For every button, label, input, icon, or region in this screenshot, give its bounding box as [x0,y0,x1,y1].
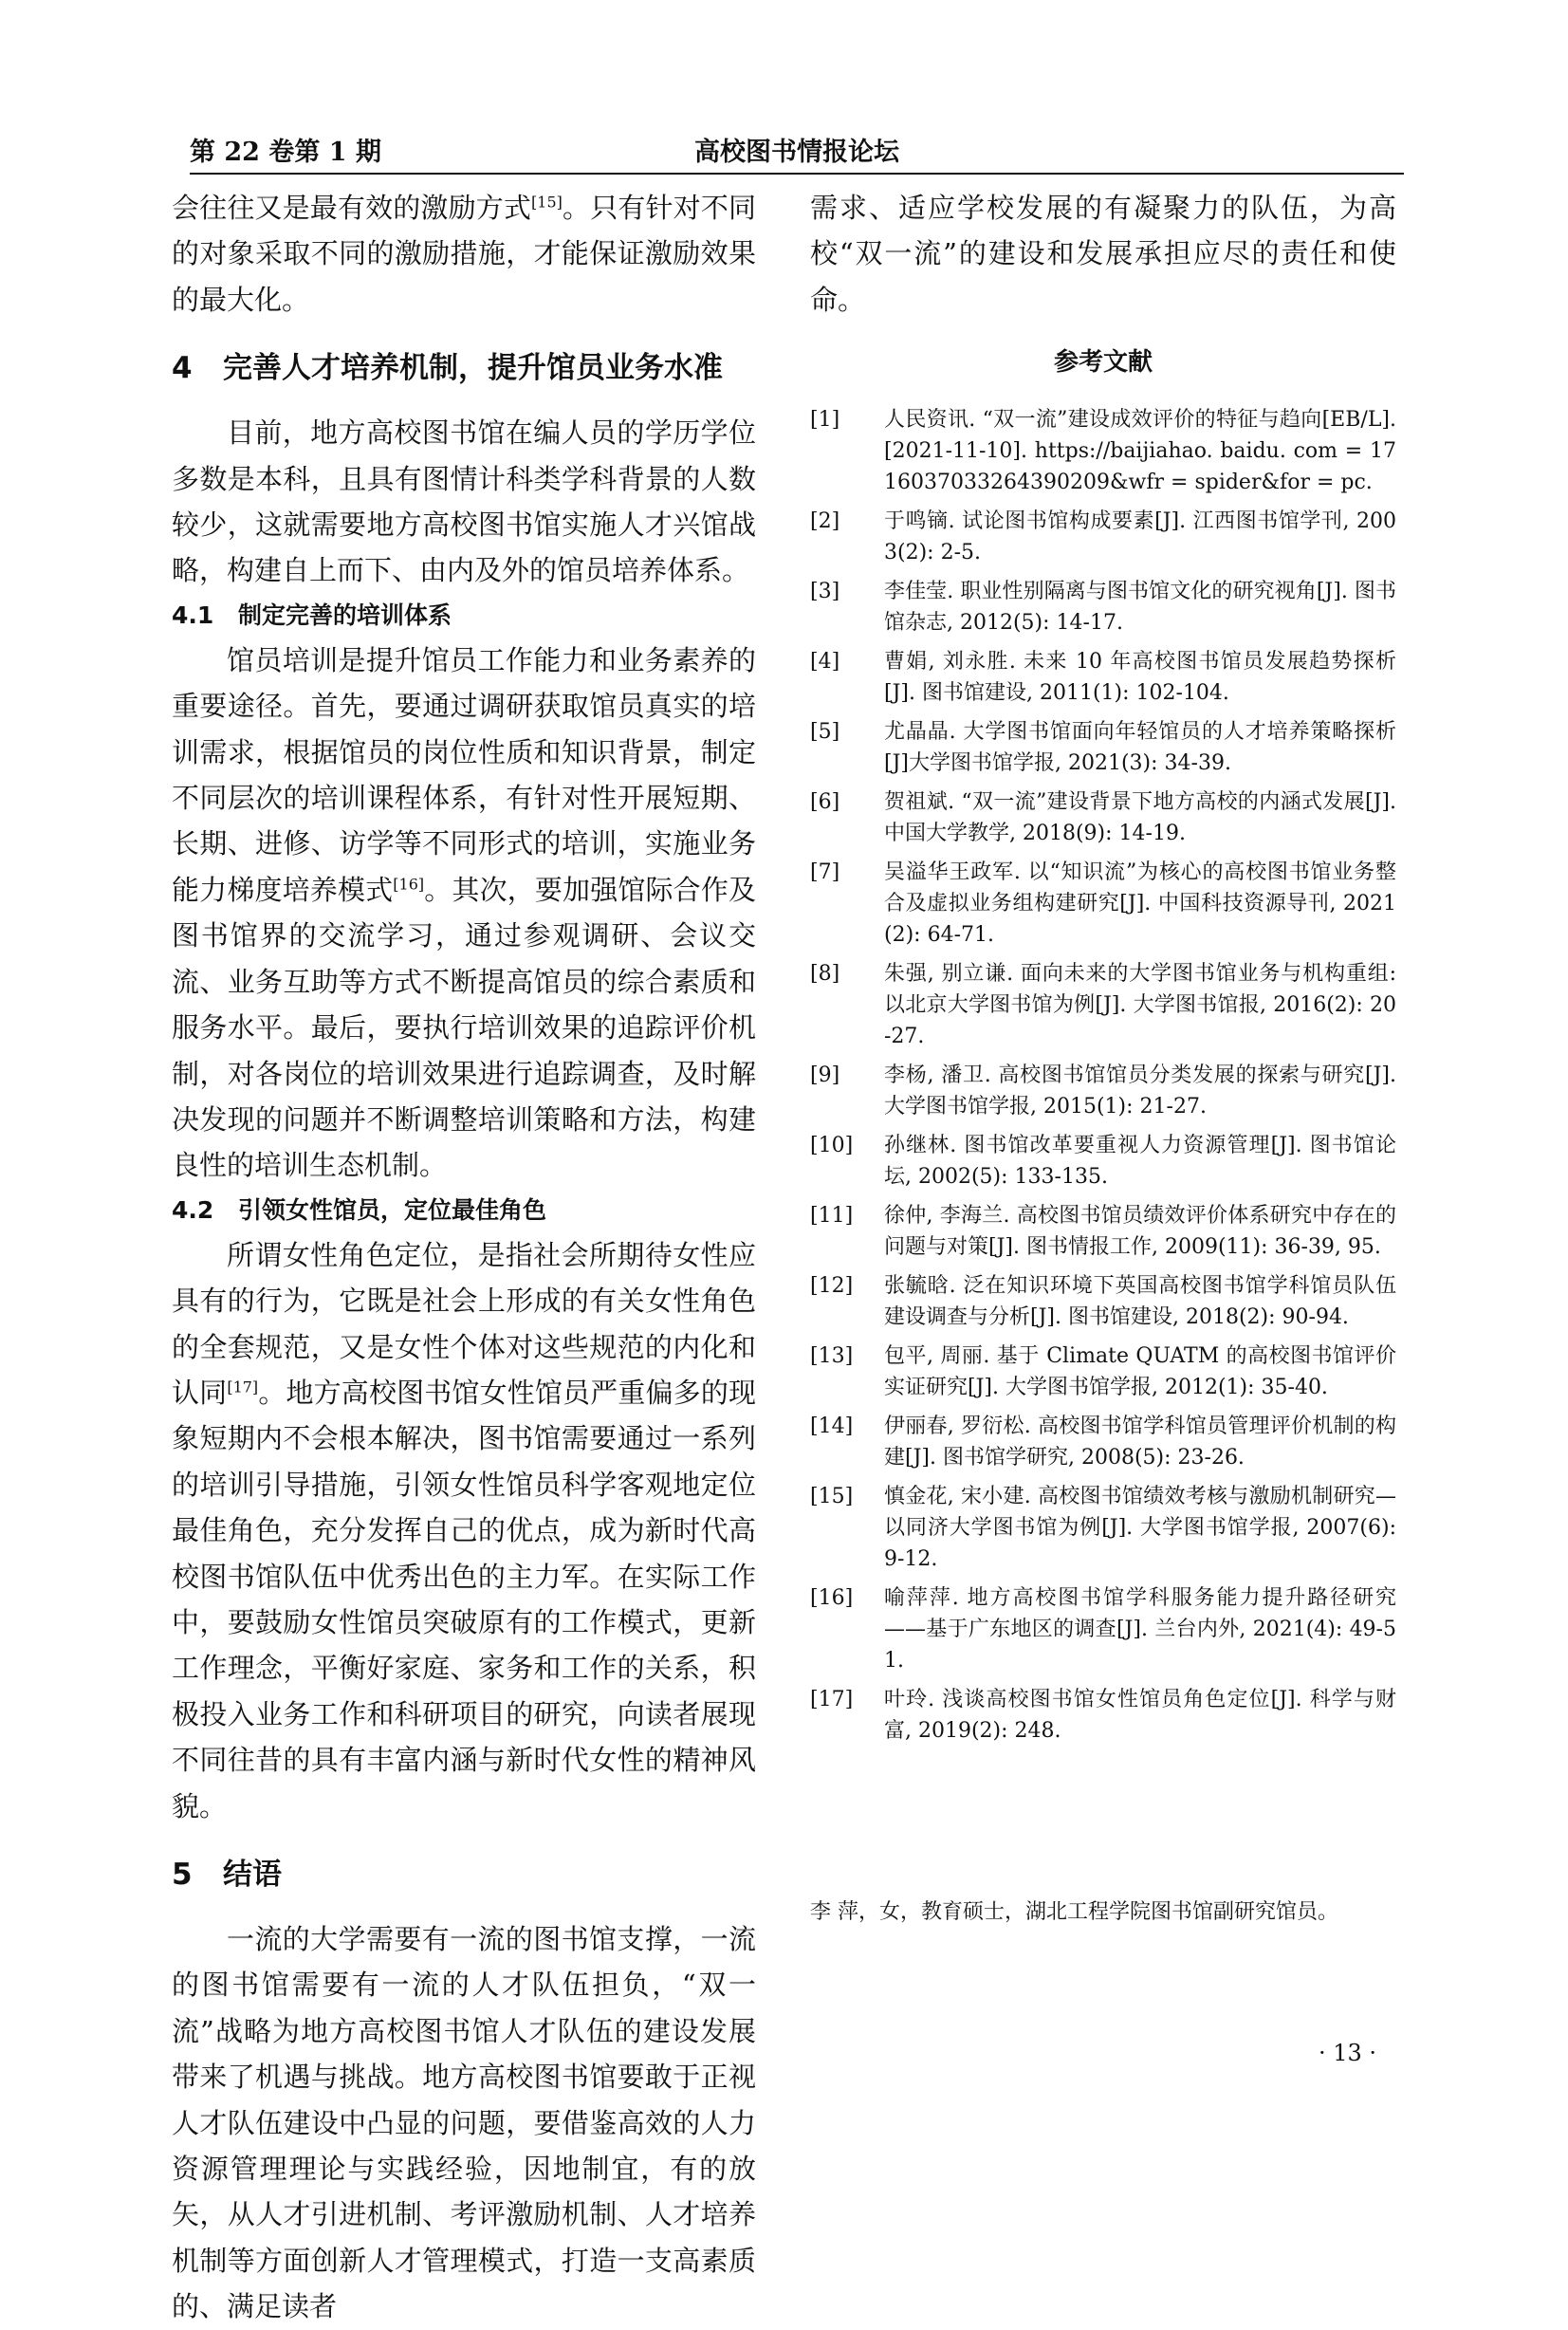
section-heading-5: 5 结语 [172,1858,282,1892]
reference-item [810,646,1396,709]
volume-issue: 第 22 卷第 1 期 [190,138,381,167]
reference-number: [15] [810,1485,854,1509]
reference-number: [17] [810,1688,854,1712]
journal-name: 高校图书情报论坛 [694,138,899,167]
reference-item [810,1200,1396,1263]
reference-text: 徐仲, 李海兰. 高校图书馆员绩效评价体系研究中存在的问题与对策[J]. 图书情报工作, 2009(11): 36-39, 95. [884,1204,1396,1260]
reference-item [810,1582,1396,1676]
reference-number: [10] [810,1134,854,1158]
reference-number: [5] [810,720,840,745]
paragraph-conclusion: 一流的大学需要有一流的图书馆支撑，一流的图书馆需要有一流的人才队伍担负，“双一流”战略为地方高校图书馆人才队伍的建设发展带来了机遇与挑战。地方高校图书馆要敢于正视人才队伍建设中凸显的问题，要借鉴高效的人力资源管理理论与实践经验，因地制宜，有的放矢，从人才引进机制、考评激励机制、人才培养机制等方面创新人才管理模式，打造一支高素质的、满足读者 [172,1923,756,2323]
reference-item [810,857,1396,951]
references-heading: 参考文献 [1053,348,1153,378]
reference-item [810,1684,1396,1747]
author-info: 李 萍，女，教育硕士，湖北工程学院图书馆副研究馆员。 [810,1900,1338,1924]
reference-item [810,1341,1396,1403]
reference-text: 孙继林. 图书馆改革要重视人力资源管理[J]. 图书馆论坛, 2002(5): 133-135. [884,1134,1396,1190]
reference-text: 叶玲. 浅谈高校图书馆女性馆员角色定位[J]. 科学与财富, 2019(2): 248. [884,1688,1396,1744]
citation[interactable]: [15] [531,193,563,212]
left-column [172,185,756,2330]
reference-text: 曹娟, 刘永胜. 未来 10 年高校图书馆员发展趋势探析[J]. 图书馆建设, 2011(1): 102-104. [884,650,1396,706]
section-heading-4: 4 完善人才培养机制，提升馆员业务水准 [172,351,723,386]
paragraph-female-librarians: 所谓女性角色定位，是指社会所期待女性应具有的行为，它既是社会上形成的有关女性角色的全套规范，又是女性个体对这些规范的内化和认同[17]。地方高校图书馆女性馆员严重偏多的现象短期内不会根本解决，图书馆需要通过一系列的培训引导措施，引领女性馆员科学客观地定位最佳角色，充分发挥自己的优点，成为新时代高校图书馆队伍中优秀出色的主力军。在实际工作中，要鼓励女性馆员突破原有的工作模式，更新工作理念，平衡好家庭、家务和工作的关系，积极投入业务工作和科研项目的研究，向读者展现不同往昔的具有丰富内涵与新时代女性的精神风貌。 [172,1238,756,1822]
citation[interactable]: [17] [227,1378,259,1396]
reference-text: 吴溢华王政军. 以“知识流”为核心的高校图书馆业务整合及虚拟业务组构建研究[J]. 中国科技资源导刊, 2021(2): 64-71. [884,860,1396,948]
reference-text: 于鸣镝. 试论图书馆构成要素[J]. 江西图书馆学刊, 2003(2): 2-5. [884,509,1396,565]
reference-item [810,506,1396,568]
subsection-heading-4-1: 4.1 制定完善的培训体系 [172,601,452,629]
paragraph-section-4-intro: 目前，地方高校图书馆在编人员的学历学位多数是本科，且具有图情计科类学科背景的人数较少，这就需要地方高校图书馆实施人才兴馆战略，构建自上而下、由内及外的馆员培养体系。 [172,416,756,587]
reference-item [810,1481,1396,1575]
reference-number: [11] [810,1204,854,1229]
references-list [810,404,1396,1747]
reference-number: [4] [810,650,840,675]
reference-number: [7] [810,860,840,885]
reference-text: 伊丽春, 罗衍松. 高校图书馆学科馆员管理评价机制的构建[J]. 图书馆学研究, 2008(5): 23-26. [884,1415,1396,1470]
reference-number: [6] [810,790,840,815]
header-rule [190,173,1404,175]
reference-text: 贺祖斌. “双一流”建设背景下地方高校的内涵式发展[J]. 中国大学教学, 2018(9): 14-19. [884,790,1396,846]
paragraph-conclusion-end: 需求、适应学校发展的有凝聚力的队伍，为高校“双一流”的建设和发展承担应尽的责任和使命。 [810,192,1396,316]
reference-number: [12] [810,1274,854,1299]
reference-text: 人民资讯. “双一流”建设成效评价的特征与趋向[EB/L]. [2021-11-10]. https://baijiahao. baidu. com = 1716037033264390209&wfr = spider&for = pc. [884,408,1396,495]
reference-item [810,404,1396,498]
reference-item [810,1130,1396,1193]
reference-number: [9] [810,1063,840,1088]
reference-text: 李佳莹. 职业性别隔离与图书馆文化的研究视角[J]. 图书馆杂志, 2012(5): 14-17. [884,580,1396,636]
reference-text: 张毓晗. 泛在知识环境下英国高校图书馆学科馆员队伍建设调查与分析[J]. 图书馆建设, 2018(2): 90-94. [884,1274,1396,1330]
reference-number: [1] [810,408,840,433]
page-number: · 13 · [1319,2040,1377,2066]
reference-item [810,716,1396,779]
paragraph-training: 馆员培训是提升馆员工作能力和业务素养的重要途径。首先，要通过调研获取馆员真实的培训需求，根据馆员的岗位性质和知识背景，制定不同层次的培训课程体系，有针对性开展短期、长期、进修、访学等不同形式的培训，实施业务能力梯度培养模式[16]。其次，要加强馆际合作及图书馆界的交流学习，通过参观调研、会议交流、业务互助等方式不断提高馆员的综合素质和服务水平。最后，要执行培训效果的追踪评价机制，对各岗位的培训效果进行追踪调查，及时解决发现的问题并不断调整培训策略和方法，构建良性的培训生态机制。 [172,643,756,1182]
subsection-heading-4-2: 4.2 引领女性馆员，定位最佳角色 [172,1195,547,1224]
reference-text: 尤晶晶. 大学图书馆面向年轻馆员的人才培养策略探析[J]大学图书馆学报, 2021(3): 34-39. [884,720,1396,776]
reference-item [810,1060,1396,1122]
right-column [810,185,1396,1754]
reference-text: 李杨, 潘卫. 高校图书馆馆员分类发展的探索与研究[J]. 大学图书馆学报, 2015(1): 21-27. [884,1063,1396,1119]
reference-item [810,576,1396,638]
paragraph-motivation-end: 会往往又是最有效的激励方式[15]。只有针对不同的对象采取不同的激励措施，才能保证激励效果的最大化。 [172,192,756,316]
reference-item [810,1270,1396,1333]
reference-text: 包平, 周丽. 基于 Climate QUATM 的高校图书馆评价实证研究[J]. 大学图书馆学报, 2012(1): 35-40. [884,1344,1396,1400]
citation[interactable]: [16] [393,875,425,894]
page-header [190,131,1404,169]
reference-number: [3] [810,580,840,604]
reference-text: 喻萍萍. 地方高校图书馆学科服务能力提升路径研究——基于广东地区的调查[J]. 兰台内外, 2021(4): 49-51. [884,1586,1396,1674]
reference-text: 朱强, 别立谦. 面向未来的大学图书馆业务与机构重组: 以北京大学图书馆为例[J]. 大学图书馆报, 2016(2): 20-27. [884,962,1396,1049]
reference-number: [2] [810,509,840,534]
reference-text: 慎金花, 宋小建. 高校图书馆绩效考核与激励机制研究—以同济大学图书馆为例[J]. 大学图书馆学报, 2007(6): 9-12. [884,1485,1396,1572]
reference-number: [13] [810,1344,854,1369]
reference-item [810,958,1396,1052]
reference-item [810,786,1396,849]
reference-item [810,1411,1396,1473]
reference-number: [14] [810,1415,854,1439]
reference-number: [8] [810,962,840,987]
reference-number: [16] [810,1586,854,1611]
